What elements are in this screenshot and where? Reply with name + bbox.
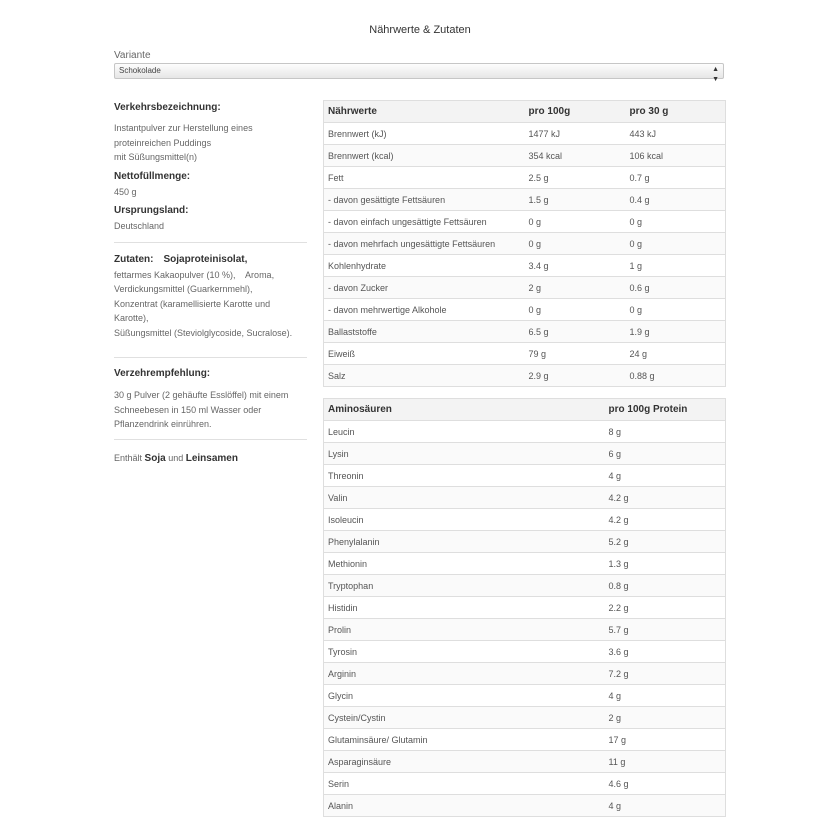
table-cell: 24 g [626, 343, 726, 365]
table-cell: 8 g [605, 421, 726, 443]
table-cell: Arginin [324, 663, 605, 685]
ursprung-value: Deutschland [114, 221, 165, 231]
divider [114, 439, 307, 440]
table-header-row [324, 399, 726, 421]
table-row [324, 575, 726, 597]
table-cell: - davon mehrfach ungesättigte Fettsäuren [324, 233, 525, 255]
table-cell: 1 g [626, 255, 726, 277]
table-row [324, 663, 726, 685]
table-cell: 5.7 g [605, 619, 726, 641]
table-cell: Glutaminsäure/ Glutamin [324, 729, 605, 751]
table-row [324, 619, 726, 641]
table-row [324, 321, 726, 343]
table-cell: Kohlenhydrate [324, 255, 525, 277]
table-row [324, 343, 726, 365]
netto-label: Nettofüllmenge: [114, 171, 191, 182]
table-cell: 2.9 g [525, 365, 626, 387]
table-row [324, 773, 726, 795]
verzehr-label: Verzehrempfehlung: [114, 368, 211, 379]
variant-select[interactable] [114, 63, 724, 83]
table-header-row [324, 101, 726, 123]
verzehr-line: Schneebesen in 150 ml Wasser oder [114, 404, 262, 415]
table-cell: Tryptophan [324, 575, 605, 597]
verkehr-label: Verkehrsbezeichnung: [114, 102, 221, 113]
header-cell: pro 100g [525, 101, 626, 123]
table-row [324, 365, 726, 387]
allergen-leinsamen: Leinsamen [185, 453, 238, 464]
table-cell: 7.2 g [605, 663, 726, 685]
table-row [324, 531, 726, 553]
table-row [324, 509, 726, 531]
table-row [324, 465, 726, 487]
table-cell: - davon Zucker [324, 277, 525, 299]
table-row [324, 255, 726, 277]
table-cell: Asparaginsäure [324, 751, 605, 773]
table-row [324, 167, 726, 189]
table-cell: 0.8 g [605, 575, 726, 597]
table-cell: - davon gesättigte Fettsäuren [324, 189, 525, 211]
zutaten-first: Sojaproteinisolat, [163, 254, 248, 265]
zutaten-label: Zutaten: [114, 254, 154, 265]
table-cell: Alanin [324, 795, 605, 817]
table-cell: 0.6 g [626, 277, 726, 299]
table-row [324, 729, 726, 751]
table-cell: Methionin [324, 553, 605, 575]
table-row [324, 421, 726, 443]
zutaten-line: Verdickungsmittel (Guarkernmehl), [114, 284, 253, 294]
zutaten-line: fettarmes Kakaopulver (10 %), Aroma, [114, 269, 275, 280]
verzehr-line: 30 g Pulver (2 gehäufte Esslöffel) mit einem [114, 390, 289, 400]
table-cell: 5.2 g [605, 531, 726, 553]
table-cell: 17 g [605, 729, 726, 751]
table-cell: 0.4 g [626, 189, 726, 211]
allergen-and: und [168, 453, 184, 463]
allergen-prefix: Enthält [114, 453, 143, 463]
table-cell: 0 g [525, 211, 626, 233]
table-cell: 2 g [525, 277, 626, 299]
table-cell: Serin [324, 773, 605, 795]
table-cell: 4.2 g [605, 487, 726, 509]
table-cell: 0 g [626, 233, 726, 255]
table-cell: 2 g [605, 707, 726, 729]
allergen-note [114, 451, 307, 467]
table-cell: 1.5 g [525, 189, 626, 211]
table-cell: Salz [324, 365, 525, 387]
select-arrows-icon: ▲ ▼ [712, 66, 719, 83]
table-row [324, 597, 726, 619]
variant-label: Variante [114, 50, 151, 61]
table-cell: 1.9 g [626, 321, 726, 343]
table-cell: 0 g [525, 299, 626, 321]
aminosaeuren-table [323, 398, 726, 817]
table-cell: Valin [324, 487, 605, 509]
table-cell: 6 g [605, 443, 726, 465]
ursprung-label: Ursprungsland: [114, 205, 189, 216]
table-cell: 4.2 g [605, 509, 726, 531]
table-cell: 0 g [626, 211, 726, 233]
table-row [324, 145, 726, 167]
header-cell: pro 30 g [626, 101, 726, 123]
verkehr-line: Instantpulver zur Herstellung eines [114, 123, 253, 133]
zutaten-line: Karotte), [114, 313, 149, 323]
table-cell: Threonin [324, 465, 605, 487]
table-cell: Brennwert (kJ) [324, 123, 525, 145]
table-cell: Phenylalanin [324, 531, 605, 553]
table-row [324, 443, 726, 465]
header-cell: pro 100g Protein [605, 399, 726, 421]
table-cell: Brennwert (kcal) [324, 145, 525, 167]
table-cell: 3.6 g [605, 641, 726, 663]
allergen-soja: Soja [144, 453, 166, 464]
table-cell: 443 kJ [626, 123, 726, 145]
table-row [324, 751, 726, 773]
table-cell: Tyrosin [324, 641, 605, 663]
table-row [324, 189, 726, 211]
variant-selected-value: Schokolade [119, 66, 161, 75]
table-cell: 4 g [605, 685, 726, 707]
verkehr-line: proteinreichen Puddings [114, 137, 212, 148]
table-cell: 0.88 g [626, 365, 726, 387]
table-cell: 2.5 g [525, 167, 626, 189]
table-cell: 79 g [525, 343, 626, 365]
table-cell: Glycin [324, 685, 605, 707]
table-cell: Ballaststoffe [324, 321, 525, 343]
header-cell: Aminosäuren [324, 399, 605, 421]
zutaten-line: Konzentrat (karamellisierte Karotte und [114, 298, 271, 309]
table-cell: 2.2 g [605, 597, 726, 619]
table-row [324, 233, 726, 255]
table-cell: 3.4 g [525, 255, 626, 277]
table-cell: Isoleucin [324, 509, 605, 531]
table-row [324, 685, 726, 707]
table-cell: Prolin [324, 619, 605, 641]
table-cell: 4 g [605, 795, 726, 817]
table-cell: Fett [324, 167, 525, 189]
netto-value: 450 g [114, 187, 137, 197]
zutaten-line: Süßungsmittel (Steviolglycoside, Sucralose). [114, 327, 293, 338]
header-cell: Nährwerte [324, 101, 525, 123]
table-row [324, 553, 726, 575]
table-row [324, 795, 726, 817]
table-cell: 1.3 g [605, 553, 726, 575]
divider [114, 242, 307, 243]
verkehr-line: mit Süßungsmittel(n) [114, 152, 198, 162]
table-row [324, 707, 726, 729]
table-cell: - davon mehrwertige Alkohole [324, 299, 525, 321]
table-cell: Histidin [324, 597, 605, 619]
table-cell: - davon einfach ungesättigte Fettsäuren [324, 211, 525, 233]
table-cell: 106 kcal [626, 145, 726, 167]
table-cell: 0 g [626, 299, 726, 321]
table-cell: 0 g [525, 233, 626, 255]
table-cell: Eiweiß [324, 343, 525, 365]
table-cell: Cystein/Cystin [324, 707, 605, 729]
page-title: Nährwerte & Zutaten [369, 24, 471, 36]
table-cell: Leucin [324, 421, 605, 443]
table-row [324, 277, 726, 299]
table-cell: 4 g [605, 465, 726, 487]
naehrwerte-table [323, 100, 726, 387]
divider [114, 357, 307, 358]
table-cell: 11 g [605, 751, 726, 773]
table-cell: 1477 kJ [525, 123, 626, 145]
table-cell: 6.5 g [525, 321, 626, 343]
table-cell: Lysin [324, 443, 605, 465]
table-cell: 0.7 g [626, 167, 726, 189]
table-cell: 354 kcal [525, 145, 626, 167]
verzehr-line: Pflanzendrink einrühren. [114, 419, 212, 429]
table-row [324, 487, 726, 509]
table-row [324, 123, 726, 145]
table-cell: 4.6 g [605, 773, 726, 795]
table-row [324, 641, 726, 663]
table-row [324, 299, 726, 321]
table-row [324, 211, 726, 233]
